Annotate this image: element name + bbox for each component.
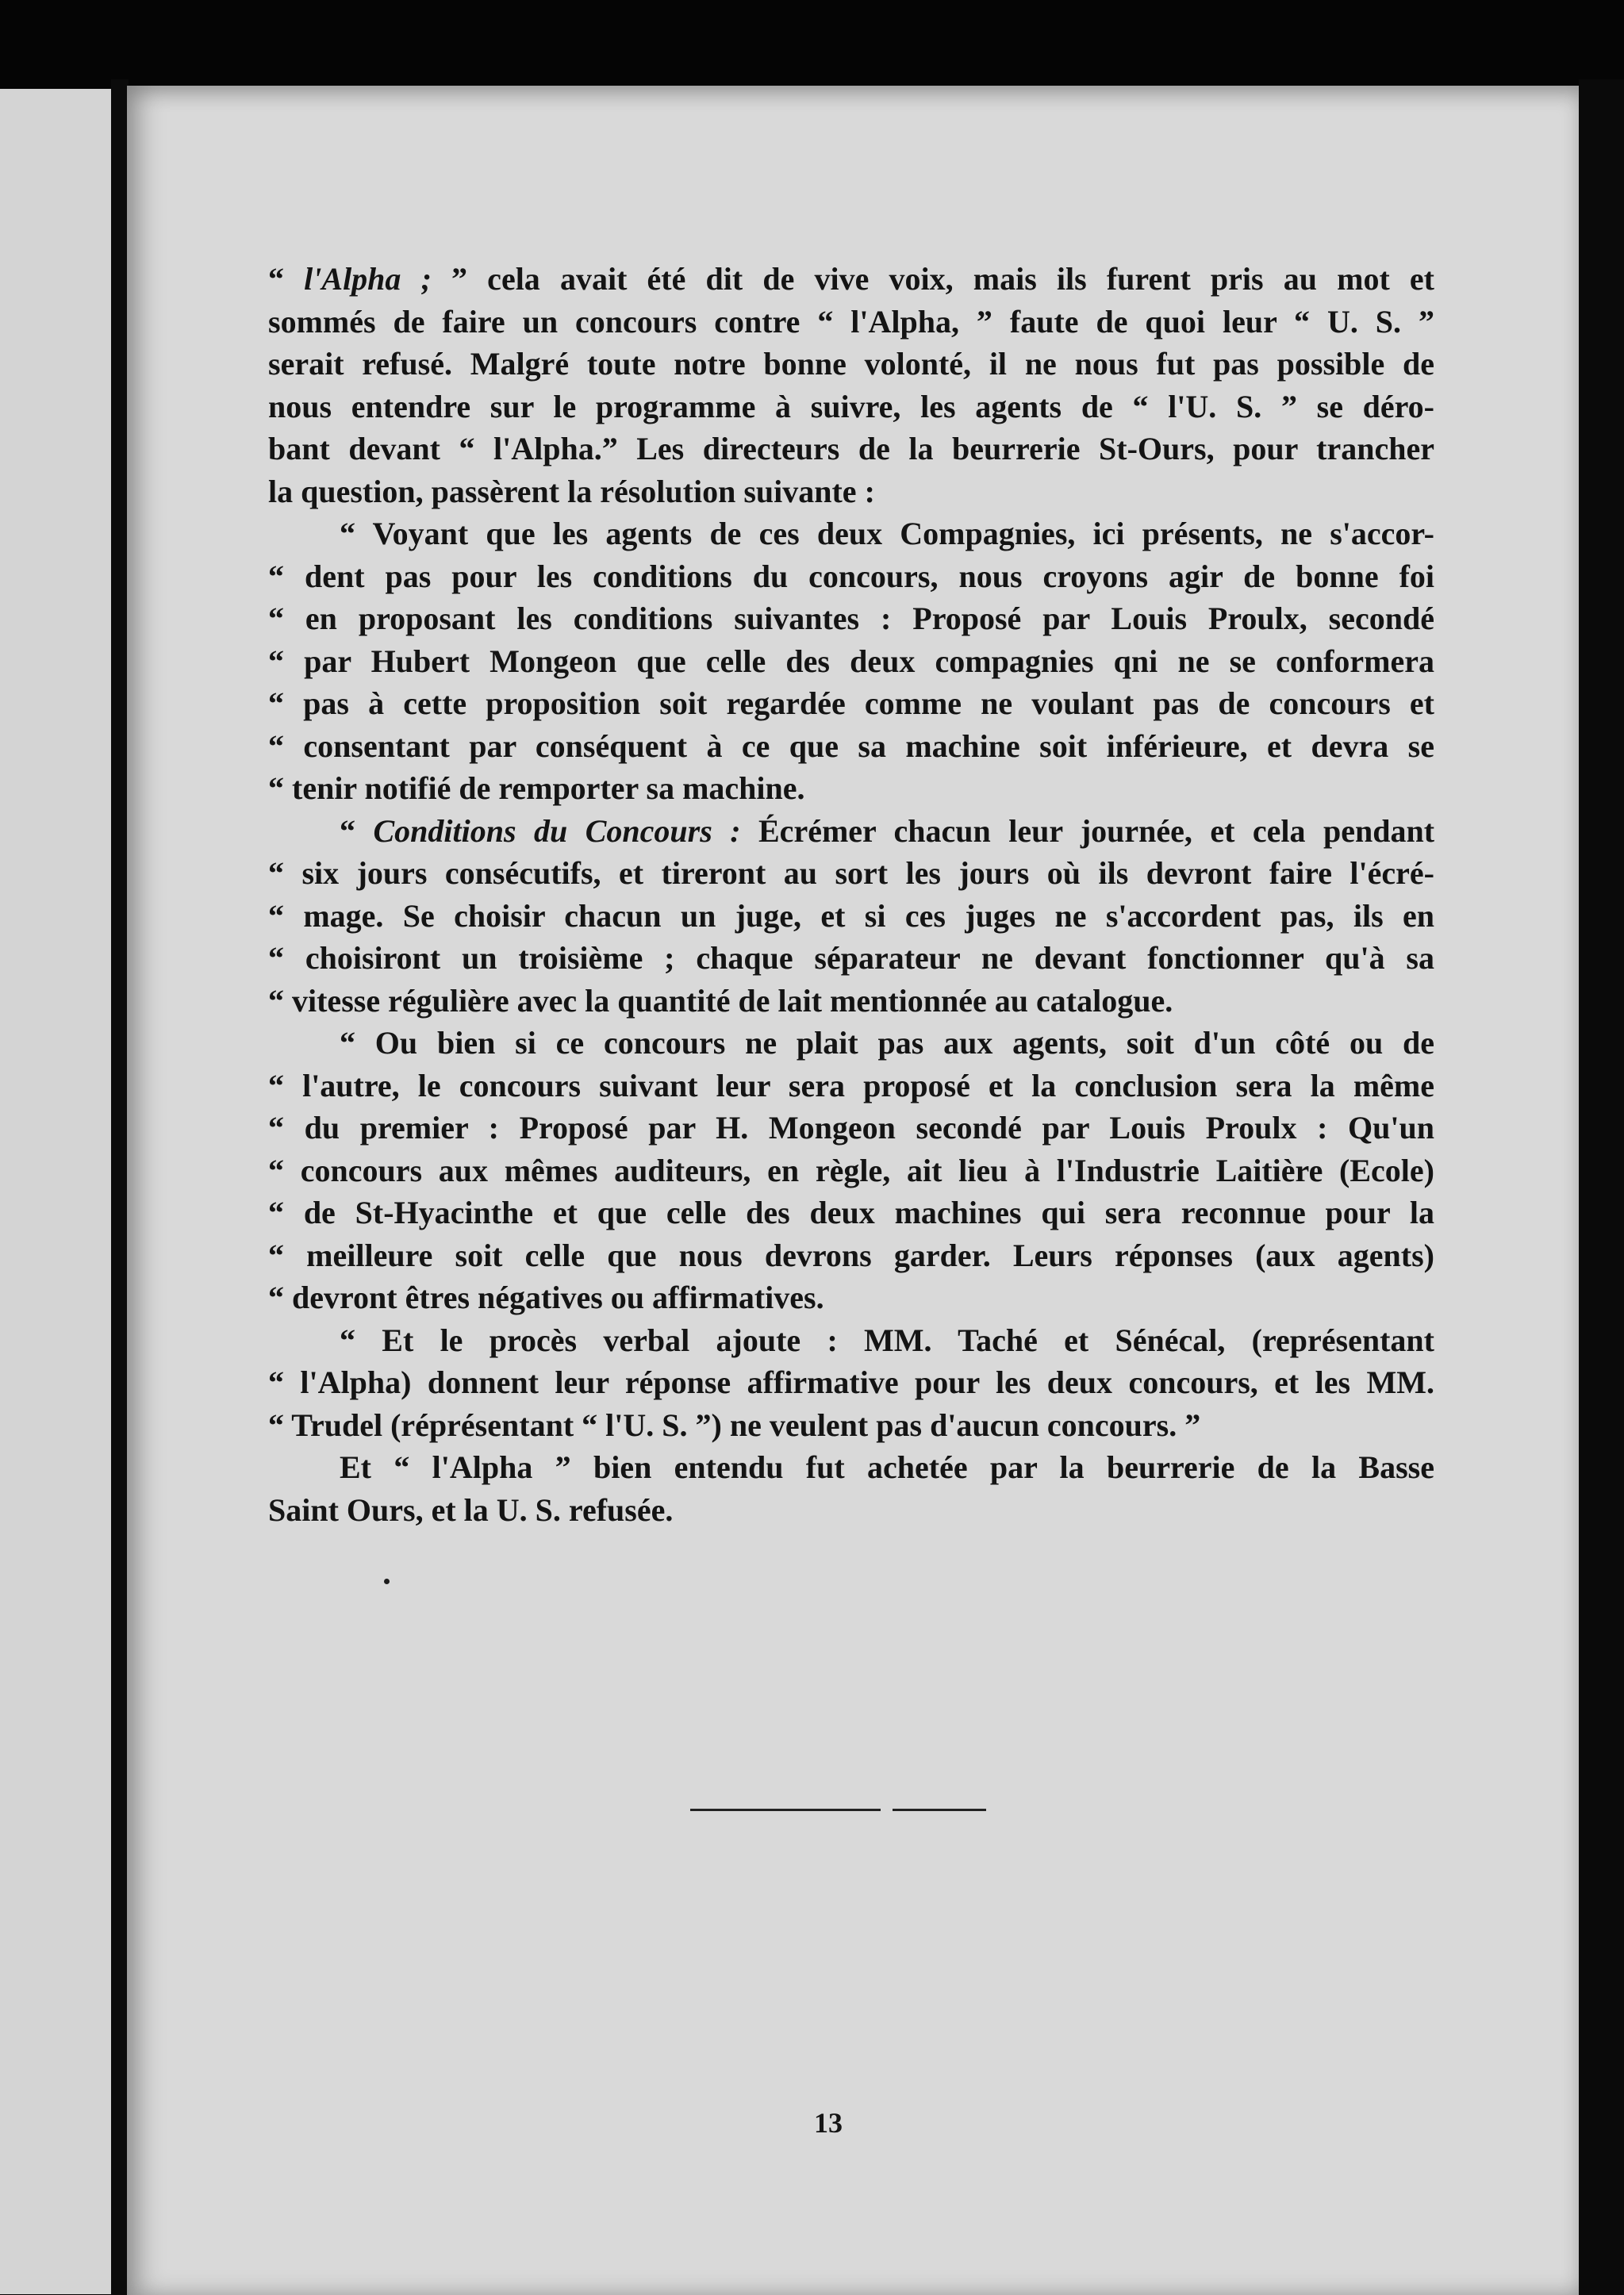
text-segment: Écrémer chacun leur journée, et cela pendant: [740, 812, 1435, 849]
text-line: [268, 767, 1434, 810]
text-segment: “ pas à cette proposition soit regardée comme ne voulant pas de concours et: [268, 685, 1434, 721]
text-segment: “ de St-Hyacinthe et que celle des deux machines qui sera reconnue pour la: [268, 1195, 1434, 1230]
page-number: 13: [814, 2107, 843, 2139]
text-segment: serait refusé. Malgré toute notre bonne volonté, il ne nous fut pas possible de: [268, 346, 1434, 382]
text-segment: “ Trudel (réprésentant “ l'U. S. ”) ne veulent pas d'aucun concours. ”: [268, 1407, 1201, 1443]
text-segment: bant devant “ l'Alpha.” Les directeurs de la beurrerie St-Ours, pour trancher: [268, 431, 1434, 466]
text-segment: “ dent pas pour les conditions du concours, nous croyons agir de bonne foi: [268, 558, 1434, 594]
body-text: [268, 258, 1434, 1531]
text-segment: “ devront êtres négatives ou affirmatives.: [268, 1280, 824, 1315]
text-line: [268, 1022, 1434, 1065]
text-line: [268, 810, 1434, 853]
text-segment: “ tenir notifié de remporter sa machine.: [268, 770, 805, 806]
text-line: [268, 1192, 1434, 1234]
text-segment: “: [340, 812, 374, 849]
text-segment: “ meilleure soit celle que nous devrons garder. Leurs réponses (aux agents): [268, 1237, 1434, 1273]
text-segment: “ l'Alpha) donnent leur réponse affirmative pour les deux concours, et les MM.: [268, 1364, 1434, 1400]
text-line: [268, 470, 1434, 513]
closing-rule-right: [893, 1809, 986, 1811]
text-segment: “ Et le procès verbal ajoute : MM. Taché et Sénécal, (représentant: [340, 1322, 1434, 1358]
text-line: [268, 895, 1434, 938]
text-line: [268, 1107, 1434, 1149]
text-line: [268, 1276, 1434, 1319]
text-line: [268, 1234, 1434, 1277]
text-line: [268, 597, 1434, 640]
text-segment: “ six jours consécutifs, et tireront au sort les jours où ils devront faire l'écré-: [268, 855, 1434, 891]
text-segment: “ du premier : Proposé par H. Mongeon secondé par Louis Proulx : Qu'un: [268, 1110, 1434, 1146]
text-line: [268, 258, 1434, 301]
text-line: [268, 1065, 1434, 1107]
text-line: [268, 640, 1434, 683]
text-line: [268, 725, 1434, 768]
text-line: [268, 937, 1434, 980]
italic-text-segment: Conditions du Concours :: [373, 812, 741, 849]
text-line: [268, 1361, 1434, 1404]
text-line: [268, 301, 1434, 343]
text-line: [268, 555, 1434, 598]
text-segment: ” cela avait été dit de vive voix, mais ils furent pris au mot et: [431, 261, 1434, 297]
text-segment: la question, passèrent la résolution suivante :: [268, 473, 875, 509]
adjacent-page-edge: [0, 89, 111, 2294]
text-segment: “: [268, 261, 305, 297]
text-line: [268, 343, 1434, 386]
text-line: [268, 682, 1434, 725]
text-line: [268, 1489, 1434, 1532]
book-gutter: [111, 79, 129, 2295]
text-segment: Saint Ours, et la U. S. refusée.: [268, 1491, 674, 1528]
text-segment: “ Voyant que les agents de ces deux Compagnies, ici présents, ne s'accor-: [340, 516, 1434, 551]
text-line: [268, 1149, 1434, 1192]
text-line: [268, 386, 1434, 428]
italic-text-segment: l'Alpha ;: [304, 261, 432, 297]
text-segment: “ choisiront un troisième ; chaque séparateur ne devant fonctionner qu'à sa: [268, 940, 1434, 976]
text-segment: “ consentant par conséquent à ce que sa machine soit inférieure, et devra se: [268, 727, 1434, 764]
text-line: [268, 1319, 1434, 1362]
text-line: [268, 1446, 1434, 1489]
text-line: [268, 980, 1434, 1023]
text-segment: Et “ l'Alpha ” bien entendu fut achetée par la beurrerie de la Basse: [340, 1449, 1434, 1485]
text-line: [268, 512, 1434, 555]
text-segment: “ vitesse régulière avec la quantité de lait mentionnée au catalogue.: [268, 982, 1173, 1019]
text-segment: sommés de faire un concours contre “ l'Alpha, ” faute de quoi leur “ U. S. ”: [268, 303, 1434, 340]
text-segment: “ en proposant les conditions suivantes : Proposé par Louis Proulx, secondé: [268, 601, 1434, 636]
text-line: [268, 428, 1434, 470]
ink-speck: [384, 1579, 390, 1584]
text-segment: “ mage. Se choisir chacun un juge, et si ces juges ne s'accordent pas, ils en: [268, 897, 1434, 934]
text-line: [268, 852, 1434, 895]
closing-rule-left: [690, 1809, 881, 1811]
text-segment: “ Ou bien si ce concours ne plait pas aux agents, soit d'un côté ou de: [340, 1025, 1434, 1061]
text-segment: “ l'autre, le concours suivant leur sera proposé et la conclusion sera la même: [268, 1067, 1434, 1103]
scan-border-right: [1579, 79, 1624, 2295]
text-segment: “ par Hubert Mongeon que celle des deux compagnies qni ne se conformera: [268, 643, 1434, 679]
text-line: [268, 1404, 1434, 1447]
text-segment: nous entendre sur le programme à suivre, les agents de “ l'U. S. ” se déro-: [268, 388, 1434, 424]
text-segment: “ concours aux mêmes auditeurs, en règle, ait lieu à l'Industrie Laitière (Ecole): [268, 1152, 1434, 1188]
